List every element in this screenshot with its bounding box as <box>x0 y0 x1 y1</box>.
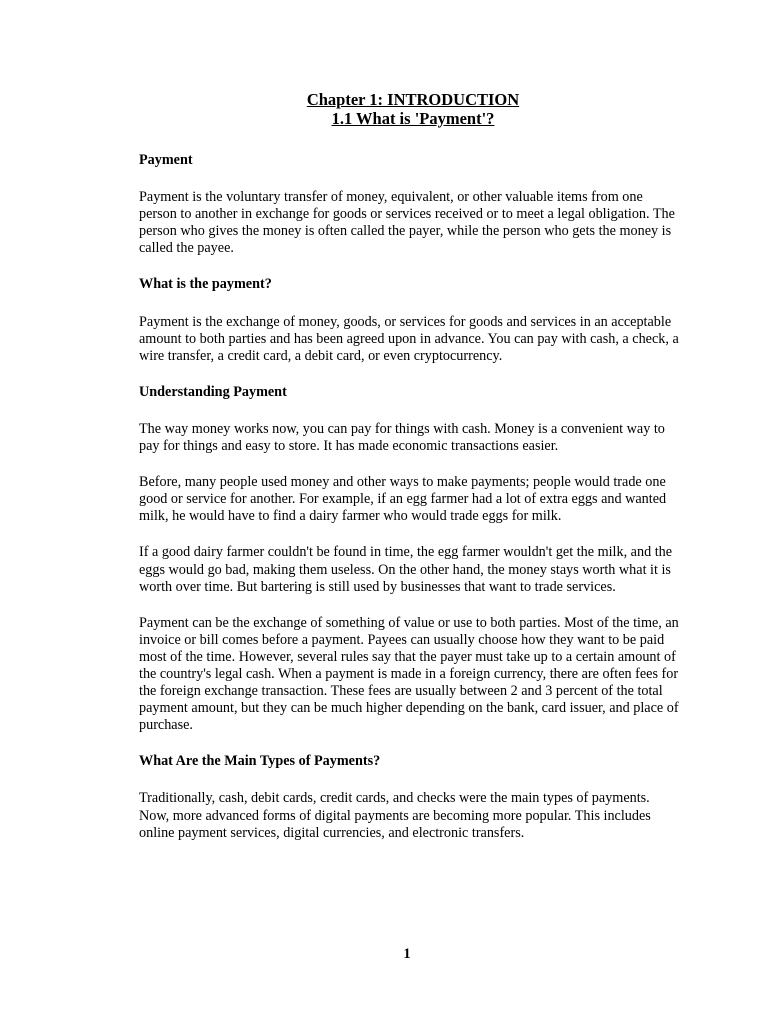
paragraph: Payment is the exchange of money, goods, or services for goods and services in an acceptable amount to both parties and has been agreed upon in advance. You can pay with cash, a check, a wire transfer, a credit card, a debit card, or even cryptocurrency. <box>139 313 679 364</box>
section-heading-main-types-of-payments: What Are the Main Types of Payments? <box>139 753 381 770</box>
paragraph: Payment is the voluntary transfer of money, equivalent, or other valuable items from one person to another in exchange for goods or services received or to meet a legal obligation. The person who gives the money is often called the payer, while the person who gets the money is called the payee. <box>139 189 675 257</box>
paragraph: The way money works now, you can pay for things with cash. Money is a convenient way to pay for things and easy to store. It has made economic transactions easier. <box>139 420 665 455</box>
paragraph: If a good dairy farmer couldn't be found in time, the egg farmer wouldn't get the milk, and the eggs would go bad, making them useless. On the other hand, the money stays worth what it is worth over time. But bartering is still used by businesses that want to trade services. <box>139 544 673 595</box>
section-title: 1.1 What is 'Payment'? <box>331 109 495 128</box>
paragraph: Before, many people used money and other ways to make payments; people would trade one good or service for another. For example, if an egg farmer had a lot of extra eggs and wanted milk, he would have to find a dairy farmer who would trade eggs for milk. <box>139 474 667 525</box>
page-number: 1 <box>403 946 411 962</box>
section-heading-what-is-the-payment: What is the payment? <box>139 276 272 293</box>
section-heading-understanding-payment: Understanding Payment <box>139 383 287 400</box>
paragraph: Payment can be the exchange of something of value or use to both parties. Most of the time, an invoice or bill comes before a payment. Payees can usually choose how they want to be paid most of the time. However, several rules say that the payer must take up to a certain amount of the country's legal cash. When a payment is made in a foreign currency, there are often fees for the foreign exchange transaction. These fees are usually between 2 and 3 percent of the total payment amount, but they can be much higher depending on the bank, card issuer, and place of purchase. <box>139 614 679 734</box>
page-content <box>139 90 679 861</box>
paragraph: Traditionally, cash, debit cards, credit cards, and checks were the main types of payments. Now, more advanced forms of digital payments are becoming more popular. This includes online payment services, digital currencies, and electronic transfers. <box>139 790 651 841</box>
section-heading-payment: Payment <box>139 152 193 168</box>
chapter-title: Chapter 1: INTRODUCTION <box>306 90 520 109</box>
